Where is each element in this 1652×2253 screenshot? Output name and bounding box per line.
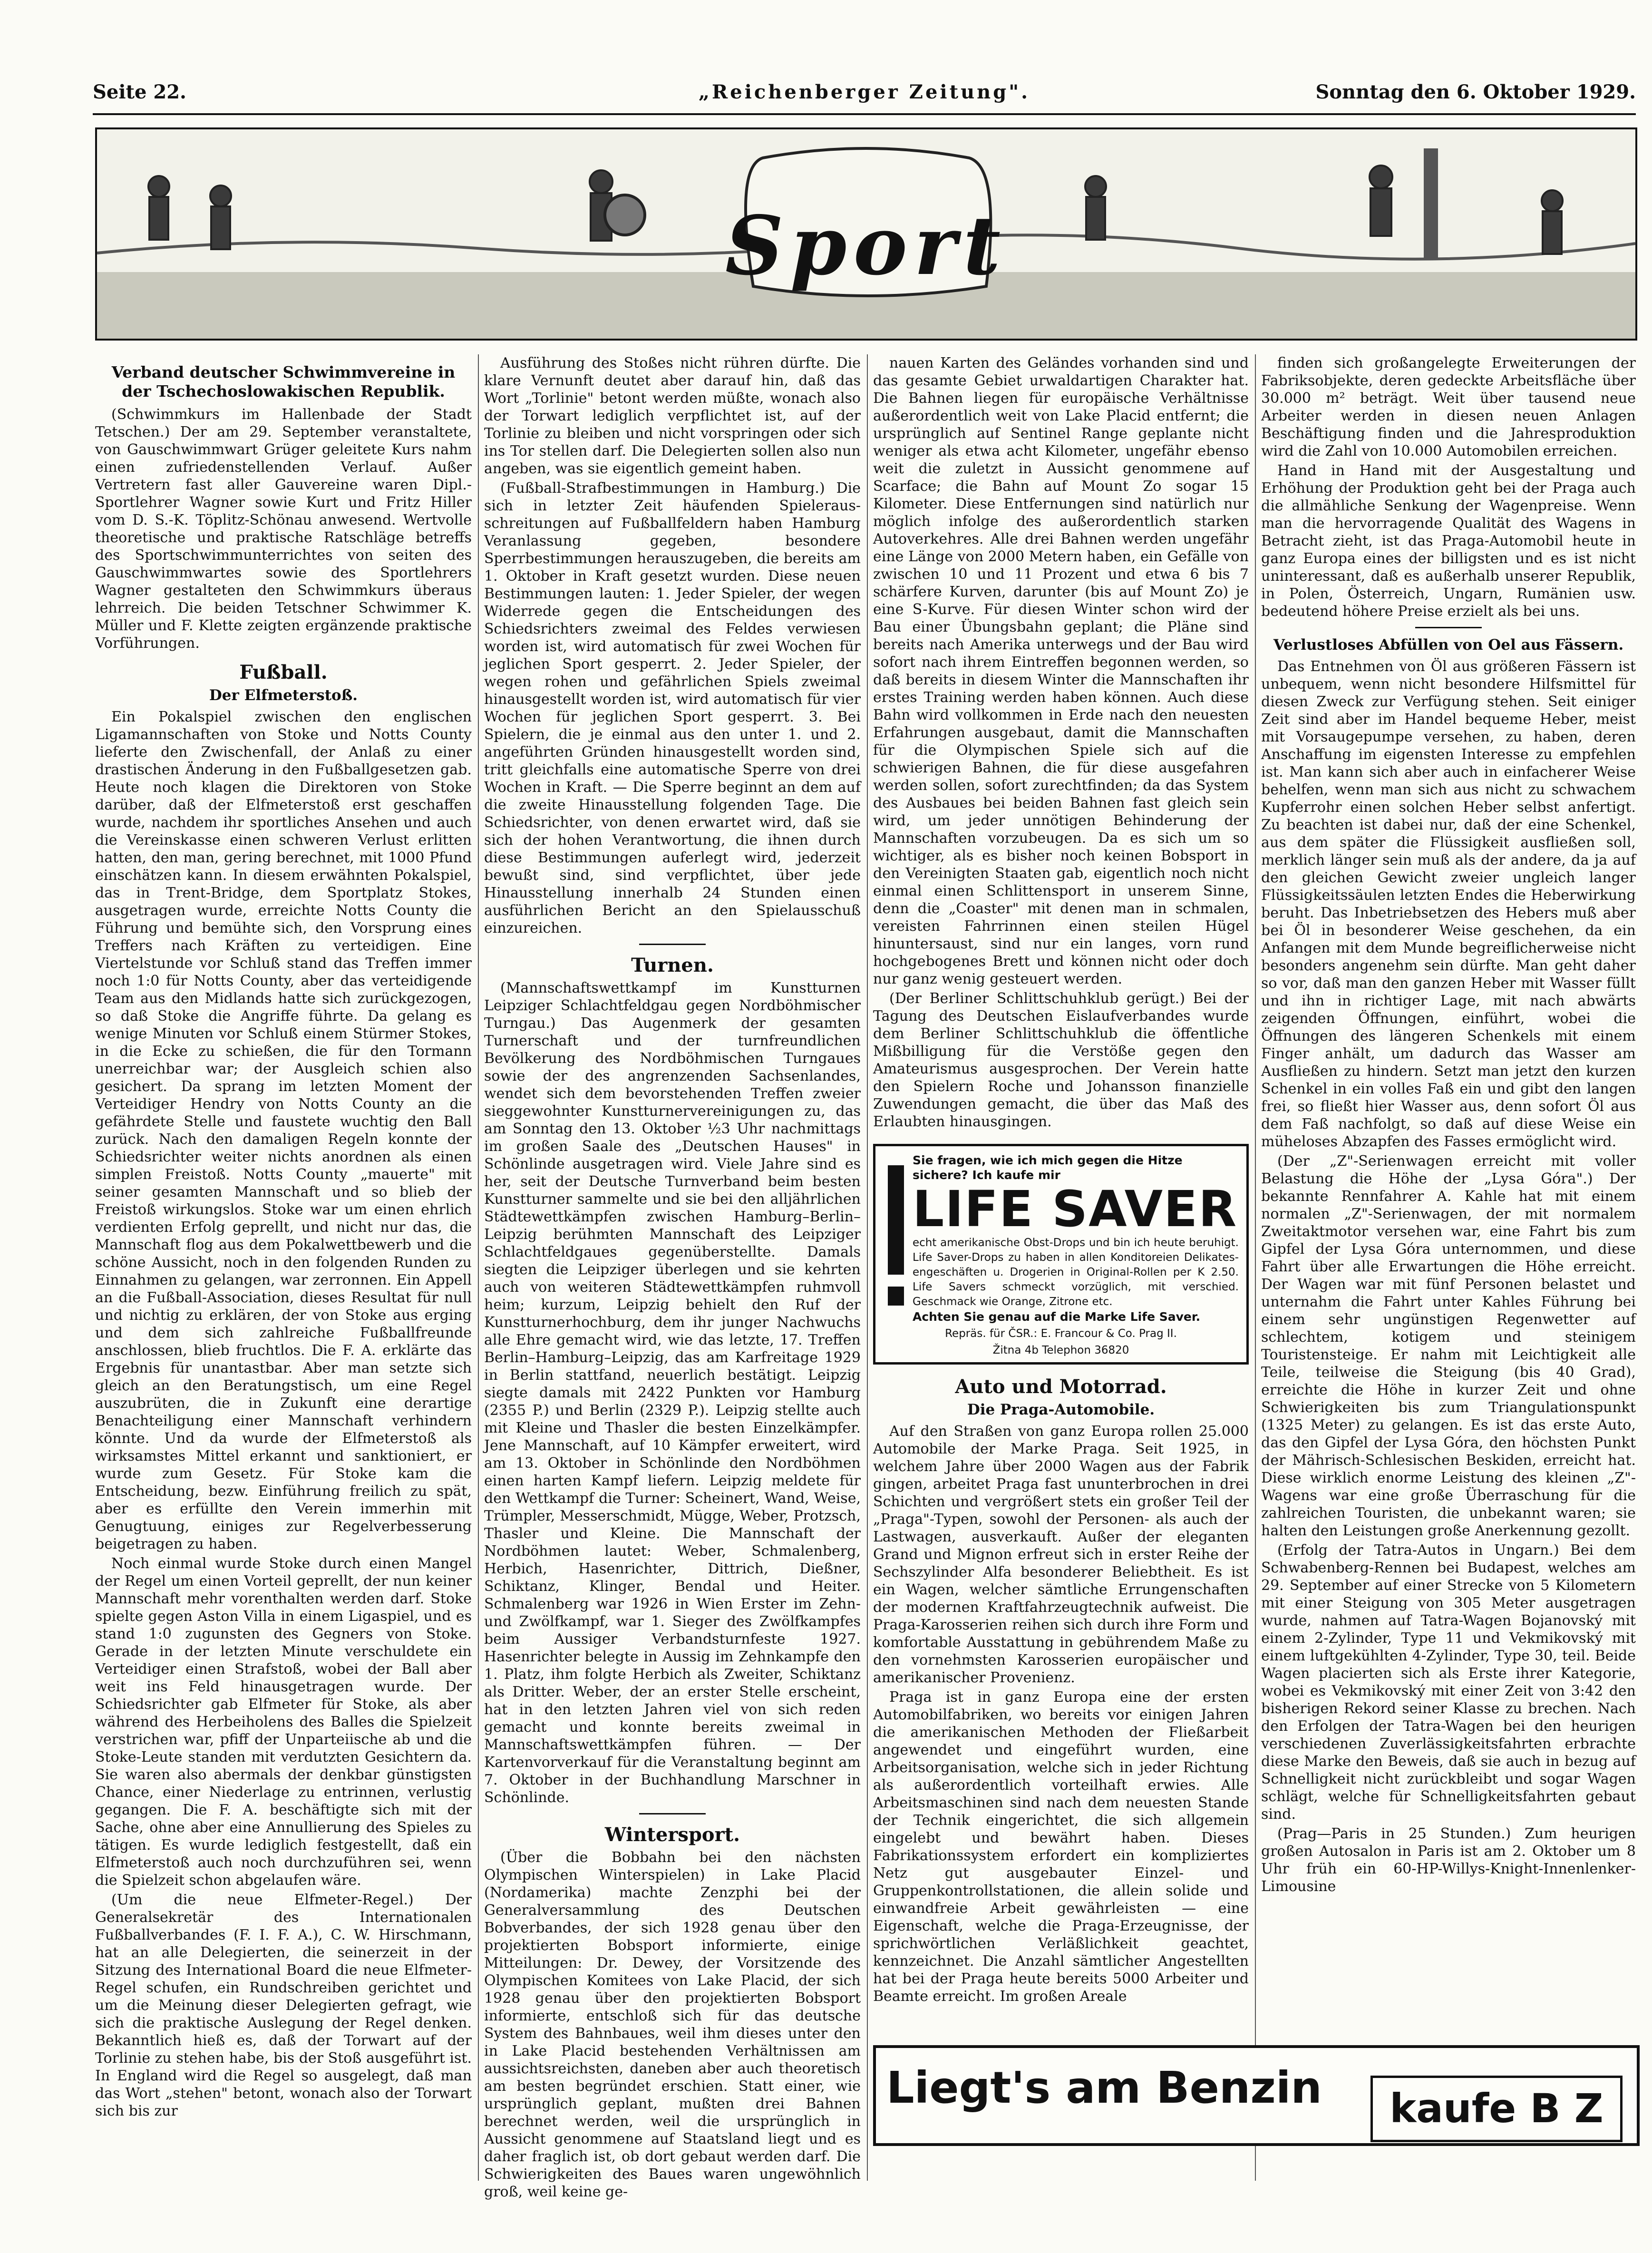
page-number: Seite 22. xyxy=(93,81,186,103)
life-saver-advertisement xyxy=(873,1144,1249,1365)
column-rule xyxy=(478,354,479,2181)
section-heading-football: Fußball. xyxy=(239,661,328,683)
article-heading-oil: Verlustloses Abfüllen von Oel aus Fässern. xyxy=(1273,636,1624,653)
article-paragraph: nauen Karten des Geländes vorhanden sind und das gesamte Gebiet urwaldartigen Charakter hat. Die Bahnen liegen für europäische Verhältnisse außerordentlich weit von Lake Placid entfernt; die ursprünglich auf Sentinel Range geplante nicht weniger als etwa acht Kilometer, ungefähr ebenso weit die zuletzt in Aussicht genommene auf Scarface; die Bahn auf Mount Zo sogar 15 Kilometer. Diese Entfernungen sind natürlich nur möglich infolge des außerordentlich starken Autoverkehres. Alle drei Bahnen werden ungefähr eine Länge von 2000 Metern haben, ein Gefälle von zwischen 10 und 11 Prozent und etwa 6 bis 7 schärfere Kurven, darunter (bis auf Mount Zo) je eine S-Kurve. Für diesen Winter schon wird der Bau einer Übungsbahn geplant; die Pläne sind bereits nach Amerika unterwegs und der Bau wird sofort nach ihrem Eintreffen begonnen werden, so daß bereits in diesem Winter die Mannschaften ihr erstes Training werden haben können. Auch diese Bahn wird vollkommen in Erde nach den neuesten Erfahrungen ausgebaut, damit die Mannschaften für die Olympischen Spiele sich auf die schwierigen Bahnen, die für diese ausgefahren werden sollen, sofort zurechtfinden; da das System des Ausbaues bei beiden Bahnen fast gleich sein wird, um jeder unnötigen Behinderung der Mannschaften vorzubeugen. Da es sich um so wichtiger, als es bisher noch keinen Bobsport in den Vereinigten Staaten gab, eigentlich noch nicht einmal einen Schlittensport in unserem Sinne, denn die „Coaster" mit denen man in schmalen, vereisten Fahrrinnen einen steilen Hügel hinuntersaust, sind nur ein langes, vorn rund hochgebogenes Brett und können nicht oder doch nur ganz wenig gesteuert werden. xyxy=(873,355,1249,987)
column-rule xyxy=(867,354,868,2181)
article-paragraph: Noch einmal wurde Stoke durch einen Mangel der Regel um einen Vorteil geprellt, der nun keiner Mannschaft mehr vorenthalten werden darf. Stoke spielte gegen Aston Villa in einem Ligaspiel, und es stand 1:0 zugunsten des Gegners von Stoke. Gerade in der letzten Minute verschuldete ein Verteidiger einen Strafstoß, wobei der Ball aber weit ins Feld hinausgetragen wurde. Der Schiedsrichter gab Elfmeter für Stoke, als aber während des Herbeiholens des Balles die Spielzeit verstrichen war, pfiff der Unparteiische ab und die Stoke-Leute standen mit verdutzten Gesichtern da. Sie waren also abermals der denkbar günstigsten Chance, einer Niederlage zu entrinnen, verlustig gegangen. Die F. A. beschäftigte sich mit der Sache, ohne aber eine Annullierung des Spieles zu tätigen. Es wurde lediglich festgestellt, daß ein Elfmeterstoß auch noch durchzuführen sei, wenn die Spielzeit schon abgelaufen wäre. xyxy=(95,1555,472,1889)
article-heading-praga: Die Praga-Automobile. xyxy=(967,1401,1155,1418)
section-divider xyxy=(639,944,706,945)
column-1 xyxy=(95,354,472,2181)
article-paragraph: Auf den Straßen von ganz Europa rollen 25.000 Automobile der Marke Praga. Seit 1925, in welchem Jahre über 2000 Wagen aus der Fabrik gingen, arbeitet Praga fast ununterbrochen in drei Schichten und vergrößert stets ein großer Teil der „Praga"-Typen, sowohl der Personen- als auch der Lastwagen, ausverkauft. Außer der eleganten Grand und Mignon erfreut sich in erster Reihe der Sechszylinder Alfa besonderer Beliebtheit. Es ist ein Wagen, welcher sämtliche Errungenschaften der modernen Kraftfahrzeugtechnik aufweist. Die Praga-Karosserien reihen sich durch ihre Form und komfortable Ausstattung in gebührendem Maße zu den vornehmsten Karosserien europäischer und amerikanischer Provenienz. xyxy=(873,1423,1249,1686)
article-paragraph: Das Entnehmen von Öl aus größeren Fässern ist unbequem, wenn nicht besondere Hilfsmittel für diesen Zweck zur Verfügung stehen. Seit einiger Zeit sind aber im Handel bequeme Heber, meist mit Vorsaugepumpe versehen, zu haben, deren Anschaffung im eigensten Interesse zu empfehlen ist. Man kann sich aber auch in einfacherer Weise behelfen, wenn man sich aus nicht zu schwachem Kupferrohr einen solchen Heber selbst anfertigt. Zu beachten ist dabei nur, daß der eine Schenkel, aus dem später die Flüssigkeit ausfließen soll, merklich länger sein muß als der andere, da ja auf den gleichen Gewicht zweier ungleich langer Flüssigkeitssäulen letzten Endes die Heberwirkung beruht. Das Inbetriebsetzen des Hebers muß aber bei Öl in besonderer Weise geschehen, da ein Anfangen mit dem Munde begreiflicherweise nicht besonders angenehm sein dürfte. Man geht daher so vor, daß man den ganzen Heber mit Wasser füllt und ihn in richtiger Lage, mit nach abwärts zeigenden Öffnungen, einführt, wobei die Öffnungen des längeren Schenkels mit einem Finger anhält, um dadurch das Wasser am Ausfließen zu hindern. Setzt man jetzt den kurzen Schenkel in ein volles Faß ein und gibt den langen frei, so fließt hier Wasser aus, denn sofort Öl aus dem Faß nachfolgt, so daß auf diese Weise ein müheloses Abzapfen des Fasses ermöglicht wird. xyxy=(1261,658,1636,1150)
bz-advertisement xyxy=(873,2045,1640,2146)
section-divider xyxy=(639,1813,706,1814)
ad-question-2: sichere? Ich kaufe mir xyxy=(913,1168,1060,1182)
ad-question: Sie fragen, wie ich mich gegen die Hitze xyxy=(913,1153,1183,1167)
article-paragraph: (Erfolg der Tatra-Autos in Ungarn.) Bei dem Schwabenberg-Rennen bei Budapest, welches am 29. September auf einer Strecke von 5 Kilometern mit einer Steigung von 305 Meter ausgetragen wurde, nahmen auf Tatra-Wagen Bojanovský mit einem 2-Zylinder, Type 11 und Vekmikovský mit einem luftgekühlten 4-Zylinder, Type 30, teil. Beide Wagen placierten sich als Erste ihrer Kategorie, wobei es Vekmikovský mit einer Zeit von 3:42 den bisherigen Rekord seiner Klasse zu brechen. Nach den Erfolgen der Tatra-Wagen bei den heurigen verschiedenen Zuverlässigkeitsfahrten erbrachte diese Marke den Beweis, daß sie auch in bezug auf Schnelligkeit nicht zurückbleibt und sogar Wagen schlägt, welche für Schnelligkeitsfahrten gebaut sind. xyxy=(1261,1542,1636,1823)
article-paragraph: (Der Berliner Schlittschuhklub gerügt.) Bei der Tagung des Deutschen Eislaufverbandes wurde dem Berliner Schlittschuhklub die öffentliche Mißbilligung für die Verstöße gegen den Amateurismus ausgesprochen. Der Verein hatte den Spielern Roche und Johansson finanzielle Zuwendungen gemacht, die über das Maß des Erlaubten hinausgingen. xyxy=(873,990,1249,1130)
ad-tagline: Achten Sie genau auf die Marke Life Saver. xyxy=(913,1310,1201,1324)
bz-ad-box: kaufe B Z xyxy=(1370,2076,1623,2142)
article-paragraph: Ausführung des Stoßes nicht rühren dürfte. Die klare Vernunft deutet aber darauf hin, daß das Wort „Torlinie" betont werden müßte, wonach also der Torwart lediglich verpflichtet ist, auf der Torlinie zu bleiben und nicht vorspringen oder sich ins Tor stellen darf. Die Delegierten sollen also nun angeben, was sie eigentlich gemeint haben. xyxy=(484,355,861,477)
article-paragraph: Hand in Hand mit der Ausgestaltung und Erhöhung der Produktion geht bei der Praga auch die allmähliche Senkung der Wagenpreise. Wenn man die hervorragende Qualität des Wagens in Betracht zieht, ist das Praga-Automobil heute in ganz Europa eines der billigsten und es ist nicht uninteressant, daß es außerhalb unserer Republik, in Polen, Österreich, Ungarn, Rumänien usw. bedeutend höhere Preise erzielt als bei uns. xyxy=(1261,462,1636,620)
section-heading-wintersport: Wintersport. xyxy=(604,1824,740,1846)
article-paragraph: Ein Pokalspiel zwischen den englischen Ligamannschaften von Stoke und Notts County lieferte den Zwischenfall, der Anlaß zu einer drastischen Änderung in den Fußballgesetzen gab. Heute noch klagen die Direktoren von Stoke darüber, daß der Elfmeterstoß erst geschaffen wurde, nachdem ihr sportliches Ansehen und auch die Vereinskasse einen schweren Verlust erlitten hatten, den man, gering berechnet, mit 1000 Pfund einschätzen kann. In diesem erwähnten Pokalspiel, das in Trent-Bridge, dem Sportplatz Stokes, ausgetragen wurde, erreichte Notts County die Führung und bemühte sich, den Vorsprung eines Treffers nach Kräften zu verteidigen. Eine Viertelstunde vor Schluß stand das Treffen immer noch 1:0 für Notts County, aber das verteidigende Team aus den Midlands hatte sich zurückgezogen, so daß Stoke die Angriffe führte. Da gelang es wenige Minuten vor Schluß einem Stürmer Stokes, in die Ecke zu schießen, die für den Tormann unerreichbar war; der Ausgleich schien also gesichert. Da sprang im letzten Moment der Verteidiger Hendry von Notts County an die gefährdete Stelle und faustete wuchtig den Ball zurück. Nach den damaligen Regeln konnte der Schiedsrichter weiter nichts anordnen als einen simplen Freistoß. Notts County „mauerte" mit seiner gesamten Mannschaft und so blieb der Freistoß wirkungslos. Stoke war um einen ehrlich verdienten Erfolg geprellt, und nicht nur das, die Mannschaft flog aus dem Pokalwettbewerb und die schöne Aussicht, noch in den folgenden Runden zu Einnahmen zu gelangen, war zerronnen. Ein Appell an die Fußball-Association, dieses Resultat für null und nichtig zu erklären, der von Stoke aus erging und dem sich zahlreiche Fußballfreunde anschlossen, blieb fruchtlos. Die F. A. erklärte das Ergebnis für unantastbar. Aber man setzte sich gleich an den Beratungstisch, um eine Regel auszubrüten, die in Zukunft eine derartige Benachteiligung einer Mannschaft verhindern könnte. Und da wurde der Elfmeterstoß als wirksamstes Mittel erkannt und sanktioniert, er wurde zum Gesetz. Für Stoke kam die Entscheidung, bezw. Einführung freilich zu spät, aber es erfüllte den Verein immerhin mit Genugtuung, einiges zur Regelverbesserung beigetragen zu haben. xyxy=(95,709,472,1552)
page-header xyxy=(93,81,1636,110)
column-4 xyxy=(1261,354,1636,2181)
article-paragraph: finden sich großangelegte Erweiterungen der Fabriksobjekte, deren gedeckte Arbeitsfläche über 30.000 m² beträgt. Weit über tausend neue Arbeiter werden in diesen neuen Anlagen Beschäftigung finden und die Jahresproduktion wird die Zahl von 10.000 Automobilen erreichen. xyxy=(1261,355,1636,459)
article-paragraph: (Mannschaftswettkampf im Kunstturnen Leipziger Schlachtfeldgau gegen Nordböhmischer Turngau.) Das Augenmerk der gesamten Turnerschaft und der turnfreundlichen Bevölkerung des Nordböhmischen Turngaues sowie der des angrenzenden Sachsenlandes, wendet sich dem bevorstehenden Treffen zweier sieggewohnter Kunstturnervereinigungen zu, das am Sonntag den 13. Oktober ½3 Uhr nachmittags im großen Saale des „Deutschen Hauses" in Schönlinde ausgetragen wird. Viele Jahre sind es her, seit der Deutsche Turnverband beim besten Kunstturner sammelte und sie bei den alljährlichen Städtewettkämpfen zwischen Hamburg–Berlin–Leipzig berühmten Mannschaft des Leipziger Schlachtfeldgaues gegenüberstellte. Damals siegten die Leipziger überlegen und sie kehrten auch von weiteren Städtewettkämpfen ruhmvoll heim; kurzum, Leipzig behielt den Ruf der Kunstturnerhochburg, dem ihr junger Nachwuchs alle Ehre gemacht wird, wie das letzte, 17. Treffen Berlin–Hamburg–Leipzig, das am Karfreitage 1929 in Berlin stattfand, neuerlich bestätigt. Leipzig siegte damals mit 2422 Punkten vor Hamburg (2355 P.) und Berlin (2329 P.). Leipzig stellte auch mit Kleine und Thasler die besten Einzelkämpfer. Jene Mannschaft, auf 10 Kämpfer erweitert, wird am 13. Oktober in Schönlinde den Nordböhmen einen harten Kampf liefern. Leipzig meldete für den Wettkampf die Turner: Scheinert, Wand, Weise, Trümpler, Messerschmidt, Mügge, Weber, Protzsch, Thasler und Kleine. Die Mannschaft der Nordböhmen lautet: Weber, Schmalenberg, Herbich, Hasenrichter, Dittrich, Dießner, Schiktanz, Klinger, Bendal und Heiter. Schmalenberg war 1926 in Wien Erster im Zehn- und Zwölfkampf, war 1. Sieger des Zwölfkampfes beim Aussiger Verbandsturnfeste 1927. Hasenrichter belegte in Aussig im Zehnkampfe den 1. Platz, ihm folgte Herbich als Zweiter, Schiktanz als Dritter. Weber, der an erster Stelle erscheint, hat in den letzten Jahren viel von sich reden gemacht und konnte bereits zweimal in Mannschaftswettkämpfen führen. — Der Kartenvorverkauf für die Veranstaltung beginnt am 7. Oktober in der Buchhandlung Marschner in Schönlinde. xyxy=(484,980,861,1806)
ad-contact: Žitna 4b Telephon 36820 xyxy=(992,1344,1129,1356)
sport-banner xyxy=(95,127,1637,341)
column-rule xyxy=(1255,354,1256,2181)
header-rule xyxy=(93,113,1636,115)
ad-body: echt amerikanische Obst-Drops und bin ich heute beruhigt. Life Saver-Drops zu haben in allen Konditoreien Delikates-engeschäften u. Drogerien in Original-Rollen per K 2.50. Life Savers schmeckt vorzüglich, mit verschied. Geschmack wie Orange, Zitrone etc. xyxy=(913,1237,1239,1308)
article-heading-swimming: Verband deutscher Schwimmvereine in der Tschechoslowakischen Republik. xyxy=(111,363,456,400)
ad-representative: Repräs. für ČSR.: E. Francour & Co. Prag II. xyxy=(945,1327,1177,1340)
column-3 xyxy=(873,354,1249,2181)
sport-title: Sport xyxy=(725,198,1008,293)
article-paragraph: (Fußball-Strafbestimmungen in Hamburg.) Die sich in letzter Zeit häufenden Spielerausschreitungen auf Fußballfeldern haben Hamburg Veranlassung gegeben, besondere Sperrbestimmungen herauszugeben, die bereits am 1. Oktober in Kraft gesetzt wurden. Diese neuen Bestimmungen lauten: 1. Jeder Spieler, der wegen Widerrede gegen die Entscheidungen des Schiedsrichters zweimal des Feldes verwiesen worden ist, wird automatisch für zwei Wochen für jeglichen Sport gesperrt. 2. Jeder Spieler, der wegen rohen und gefährlichen Spiels zweimal hinausgestellt worden ist, wird automatisch für vier Wochen für jeglichen Sport gesperrt. 3. Bei Spielern, die je einmal aus den unter 1. und 2. angeführten Gründen hinausgestellt worden sind, tritt gleichfalls eine automatische Sperre von drei Wochen in Kraft. — Die Sperre beginnt an dem auf die zweite Hinausstellung folgenden Tage. Die Schiedsrichter, von denen erwartet wird, daß sie sich der hohen Verantwortung, die ihnen durch diese Bestimmungen auferlegt wird, jederzeit bewußt sind, sind verpflichtet, über jede Hinausstellung innerhalb 24 Stunden einen ausführlichen Bericht an den Spielausschuß einzureichen. xyxy=(484,480,861,936)
ad-brand: LIFE SAVER xyxy=(913,1180,1238,1238)
section-divider xyxy=(1415,627,1482,628)
section-heading-gymnastics: Turnen. xyxy=(631,954,714,976)
column-2 xyxy=(484,354,861,2200)
article-heading-penalty: Der Elfmeterstoß. xyxy=(209,687,358,704)
section-heading-auto: Auto und Motorrad. xyxy=(955,1375,1167,1398)
article-paragraph: (Um die neue Elfmeter-Regel.) Der Generalsekretär des Internationalen Fußballverbandes (F. I. F. A.), C. W. Hirschmann, hat an alle Delegierten, die seinerzeit in der Sitzung des International Board die neue Elfmeter-Regel schufen, ein Rundschreiben gerichtet und um die Meinung dieser Delegierten gefragt, wie sich die praktische Auslegung der Regel denken. Bekanntlich hieß es, daß der Torwart auf der Torlinie zu stehen habe, bis der Stoß ausgeführt ist. In England wird die Regel so ausgelegt, daß man das Wort „stehen" betont, wonach also der Torwart sich bis zur xyxy=(95,1892,472,2119)
exclamation-icon xyxy=(884,1165,908,1308)
article-paragraph: Praga ist in ganz Europa eine der ersten Automobilfabriken, wo bereits vor einigen Jahren die amerikanischen Methoden der Fließarbeit angewendet und eingeführt wurden, eine Arbeitsorganisation, welche sich in jeder Richtung als außerordentlich vorteilhaft erwies. Alle Arbeitsmaschinen sind nach dem neuesten Stande der Technik eingerichtet, die sich allgemein eingelebt und bewährt haben. Dieses Fabrikationssystem erfordert ein kompliziertes Netz gut ausgebauter Einzel- und Gruppenkontrollstationen, die allein solide und einwandfreie Arbeit gewährleisten — eine Eigenschaft, welche die Praga-Erzeugnisse, der sprichwörtlichen Verläßlichkeit geachtet, kennzeichnet. Die Anzahl sämtlicher Angestellten hat bei der Praga heute bereits 5000 Arbeiter und Beamte erreicht. Im großen Areale xyxy=(873,1689,1249,2005)
article-paragraph: (Schwimmkurs im Hallenbade der Stadt Tetschen.) Der am 29. September veranstaltete, von Gauschwimmwart Grüger geleitete Kurs nahm einen zufriedenstellenden Verlauf. Außer Vertretern fast aller Gauvereine waren Dipl.-Sportlehrer Wagner sowie Kurt und Fritz Hiller vom D. S.-K. Töplitz-Schönau anwesend. Wertvolle theoretische und praktische Ratschläge betreffs des Sportschwimmunterrichtes von seiten des Gauschwimmwartes sowie des Sportlehrers Wagner gestalteten den Schwimmkurs überaus lehrreich. Die beiden Tetschner Schwimmer K. Müller und F. Klette zeigten ergänzende praktische Vorführungen. xyxy=(95,406,472,652)
issue-date: Sonntag den 6. Oktober 1929. xyxy=(1315,81,1636,103)
article-paragraph: (Über die Bobbahn bei den nächsten Olympischen Winterspielen) in Lake Placid (Nordamerika) machte Zenzphi bei der Generalversammlung des Deutschen Bobverbandes, der sich 1928 genau über den projektierten Bobsport informierte, einige Mitteilungen: Dr. Dewey, der Vorsitzende des Olympischen Komitees von Lake Placid, der sich 1928 genau über den projektierten Bobsport informierte, entschloß sich für das deutsche System des Bahnbaues, weil ihm dieses unter den in Lake Placid bestehenden Verhältnissen am aussichtsreichsten, daneben aber auch theoretisch am besten begründet erschien. Statt einer, wie ursprünglich geplant, mußten drei Bahnen berechnet werden, weil die ursprünglich in Aussicht genommene auf Staatsland liegt und es daher fraglich ist, ob dort gebaut werden darf. Die Schwierigkeiten des Baues waren ungewöhnlich groß, weil keine ge- xyxy=(484,1849,861,2200)
bz-ad-slogan: Liegt's am Benzin xyxy=(886,2062,1322,2113)
article-paragraph: (Der „Z"-Serienwagen erreicht mit voller Belastung die Höhe der „Lysa Góra".) Der bekannte Rennfahrer A. Kahle hat mit einem normalen „Z"-Serienwagen, der mit normalem Zweitaktmotor versehen war, eine Fahrt bis zum Gipfel der Lysa Góra unternommen, und diese Fahrt über alle Erwartungen die Höhe erreicht. Der Wagen war mit fünf Personen belastet und unternahm die Fahrt unter Kahles Führung bei einem sehr ungünstigen Regenwetter auf schlechtem, kotigem und steinigem Touristensteige. Er nahm mit Leichtigkeit alle Teile, teilweise die Steigung (bis 40 Grad), erreichte die Höhe in kurzer Zeit und ohne Schwierigkeiten bis zum Triangulationspunkt (1325 Meter) zu gelangen. Es ist das erste Auto, das den Gipfel der Lysa Góra, den höchsten Punkt der Mährisch-Schlesischen Beskiden, erreicht hat. Diese wirklich enorme Leistung des kleinen „Z"-Wagens war eine große Überraschung für die zahlreichen Touristen, die unbekannt waren; sie halten den Leistungen große Anerkennung gezollt. xyxy=(1261,1153,1636,1539)
article-paragraph: (Prag—Paris in 25 Stunden.) Zum heurigen großen Autosalon in Paris ist am 2. Oktober um 8 Uhr früh ein 60-HP-Willys-Knight-Innenlenker-Limousine xyxy=(1261,1825,1636,1895)
newspaper-name: „Reichenberger Zeitung". xyxy=(699,81,1030,103)
